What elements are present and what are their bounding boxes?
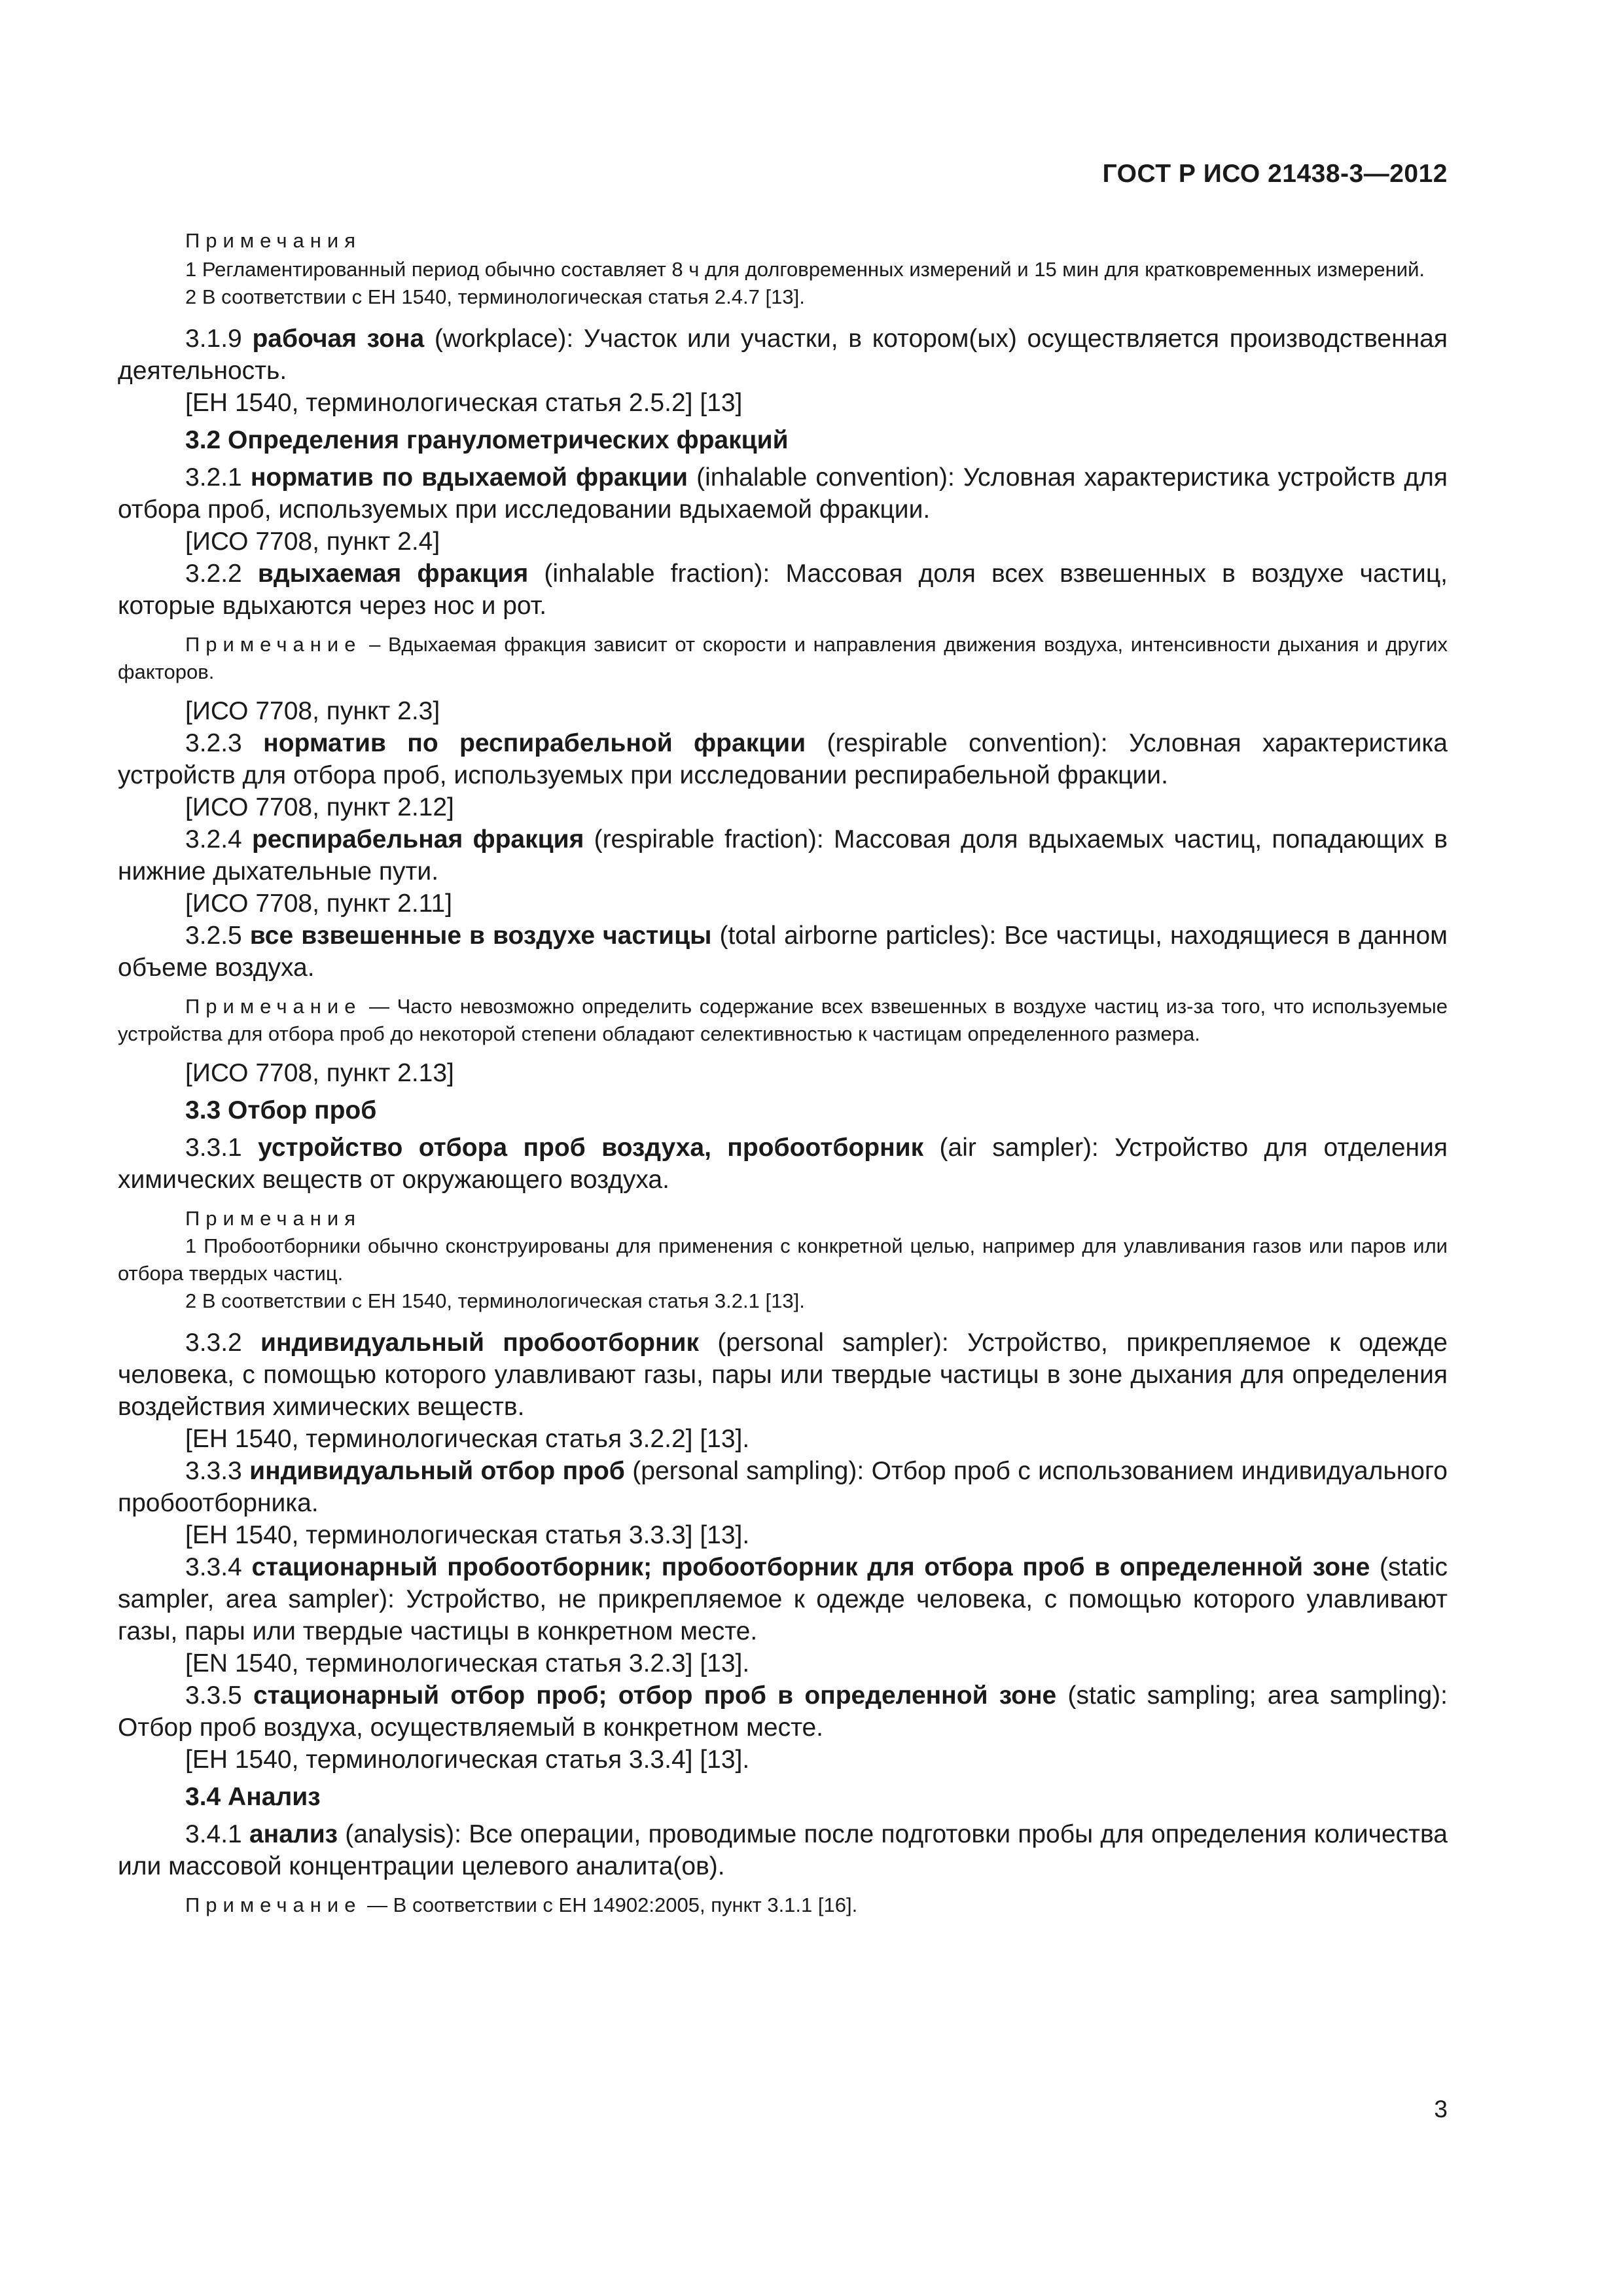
page-content [118,227,1448,1919]
term-entry: 3.2.1 норматив по вдыхаемой фракции (inhalable convention): Условная характеристика устройств для отбора проб, используемых при исследовании вдыхаемой фракции. [118,463,1448,524]
term-entry: 3.2.4 респирабельная фракция (respirable fraction): Массовая доля вдыхаемых частиц, попадающих в нижние дыхательные пути. [118,825,1448,886]
notes-title: Примечания [185,229,361,252]
term-entry: 3.4.1 анализ (analysis): Все операции, проводимые после подготовки пробы для определения количества или массовой концентрации целевого аналита(ов). [118,1820,1448,1880]
term-entry: 3.3.5 стационарный отбор проб; отбор проб в определенной зоне (static sampling; area sampling): Отбор проб воздуха, осуществляемый в конкретном месте. [118,1681,1448,1742]
term-note: Примечание — В соответствии с ЕН 14902:2005, пункт 3.1.1 [16]. [185,1893,858,1916]
term-name: норматив по респирабельной фракции [263,729,806,757]
term-entry: 3.3.2 индивидуальный пробоотборник (personal sampler): Устройство, прикрепляемое к одежде человека, с помощью которого улавливают газы, пары или твердые частицы в зоне дыхания для определения воздействия химических веществ. [118,1329,1448,1421]
term-entry: 3.1.9 рабочая зона (workplace): Участок или участки, в котором(ых) осуществляется производственная деятельность. [118,325,1448,385]
note-item: 2 В соответствии с ЕН 1540, терминологическая статья 3.2.1 [13]. [185,1289,805,1312]
term-name: анализ [249,1820,338,1848]
term-name: устройство отбора проб воздуха, пробоотборник [258,1134,924,1162]
notes-title: Примечания [185,1207,361,1230]
term-name: стационарный пробоотборник; пробоотборник для отбора проб в определенной зоне [251,1553,1370,1581]
term-reference: [ИСО 7708, пункт 2.12] [185,793,454,821]
section-heading: 3.3 Отбор проб [185,1096,377,1124]
term-note: Примечание – Вдыхаемая фракция зависит от скорости и направления движения воздуха, интенсивности дыхания и других факторов. [118,633,1448,683]
section-heading: 3.4 Анализ [185,1783,321,1811]
term-reference: [ЕН 1540, терминологическая статья 3.2.2] [13]. [185,1425,750,1453]
term-name: рабочая зона [252,325,425,353]
term-reference: [EN 1540, терминологическая статья 3.2.3] [13]. [185,1649,750,1677]
document-header: ГОСТ Р ИСО 21438-3—2012 [1102,160,1448,188]
page-number: 3 [1434,2096,1448,2123]
term-name: все взвешенные в воздухе частицы [249,922,712,950]
term-reference: [ЕН 1540, терминологическая статья 3.3.3] [13]. [185,1521,750,1549]
term-name: вдыхаемая фракция [257,560,529,588]
term-name: индивидуальный отбор проб [249,1457,625,1485]
term-reference: [ИСО 7708, пункт 2.4] [185,528,440,556]
term-entry: 3.2.5 все взвешенные в воздухе частицы (total airborne particles): Все частицы, находящиеся в данном объеме воздуха. [118,922,1448,982]
term-entry: 3.2.3 норматив по респирабельной фракции (respirable convention): Условная характеристика устройств для отбора проб, используемых при исследовании респирабельной фракции. [118,729,1448,789]
term-reference: [ИСО 7708, пункт 2.11] [185,889,452,918]
term-reference: [ИСО 7708, пункт 2.3] [185,697,440,725]
term-entry: 3.3.4 стационарный пробоотборник; пробоотборник для отбора проб в определенной зоне (static sampler, area sampler): Устройство, не прикрепляемое к одежде человека, с помощью которого улавливают газы, пары или твердые частицы в конкретном месте. [118,1553,1448,1645]
term-note: Примечание — Часто невозможно определить содержание всех взвешенных в воздухе частиц из-за того, что используемые устройства для отбора проб до некоторой степени обладают селективностью к частицам определенного размера. [118,995,1448,1045]
section-heading: 3.2 Определения гранулометрических фракций [185,426,789,454]
note-item: 1 Регламентированный период обычно составляет 8 ч для долговременных измерений и 15 мин для кратковременных измерений. [185,258,1425,281]
term-entry: 3.2.2 вдыхаемая фракция (inhalable fraction): Массовая доля всех взвешенных в воздухе частиц, которые вдыхаются через нос и рот. [118,560,1448,620]
term-reference: [ЕН 1540, терминологическая статья 3.3.4] [13]. [185,1746,750,1774]
term-entry: 3.3.1 устройство отбора проб воздуха, пробоотборник (air sampler): Устройство для отделения химических веществ от окружающего воздуха. [118,1134,1448,1194]
term-entry: 3.3.3 индивидуальный отбор проб (personal sampling): Отбор проб с использованием индивидуального пробоотборника. [118,1457,1448,1517]
term-name: стационарный отбор проб; отбор проб в определенной зоне [253,1681,1057,1710]
term-name: норматив по вдыхаемой фракции [250,463,688,492]
term-reference: [ЕН 1540, терминологическая статья 2.5.2] [13] [185,389,743,417]
term-name: респирабельная фракция [251,825,584,853]
term-name: индивидуальный пробоотборник [260,1329,700,1357]
term-reference: [ИСО 7708, пункт 2.13] [185,1059,454,1087]
note-item: 1 Пробоотборники обычно сконструированы для применения с конкретной целью, например для улавливания газов или паров или отбора твердых частиц. [118,1234,1448,1285]
note-item: 2 В соответствии с ЕН 1540, терминологическая статья 2.4.7 [13]. [185,285,805,308]
